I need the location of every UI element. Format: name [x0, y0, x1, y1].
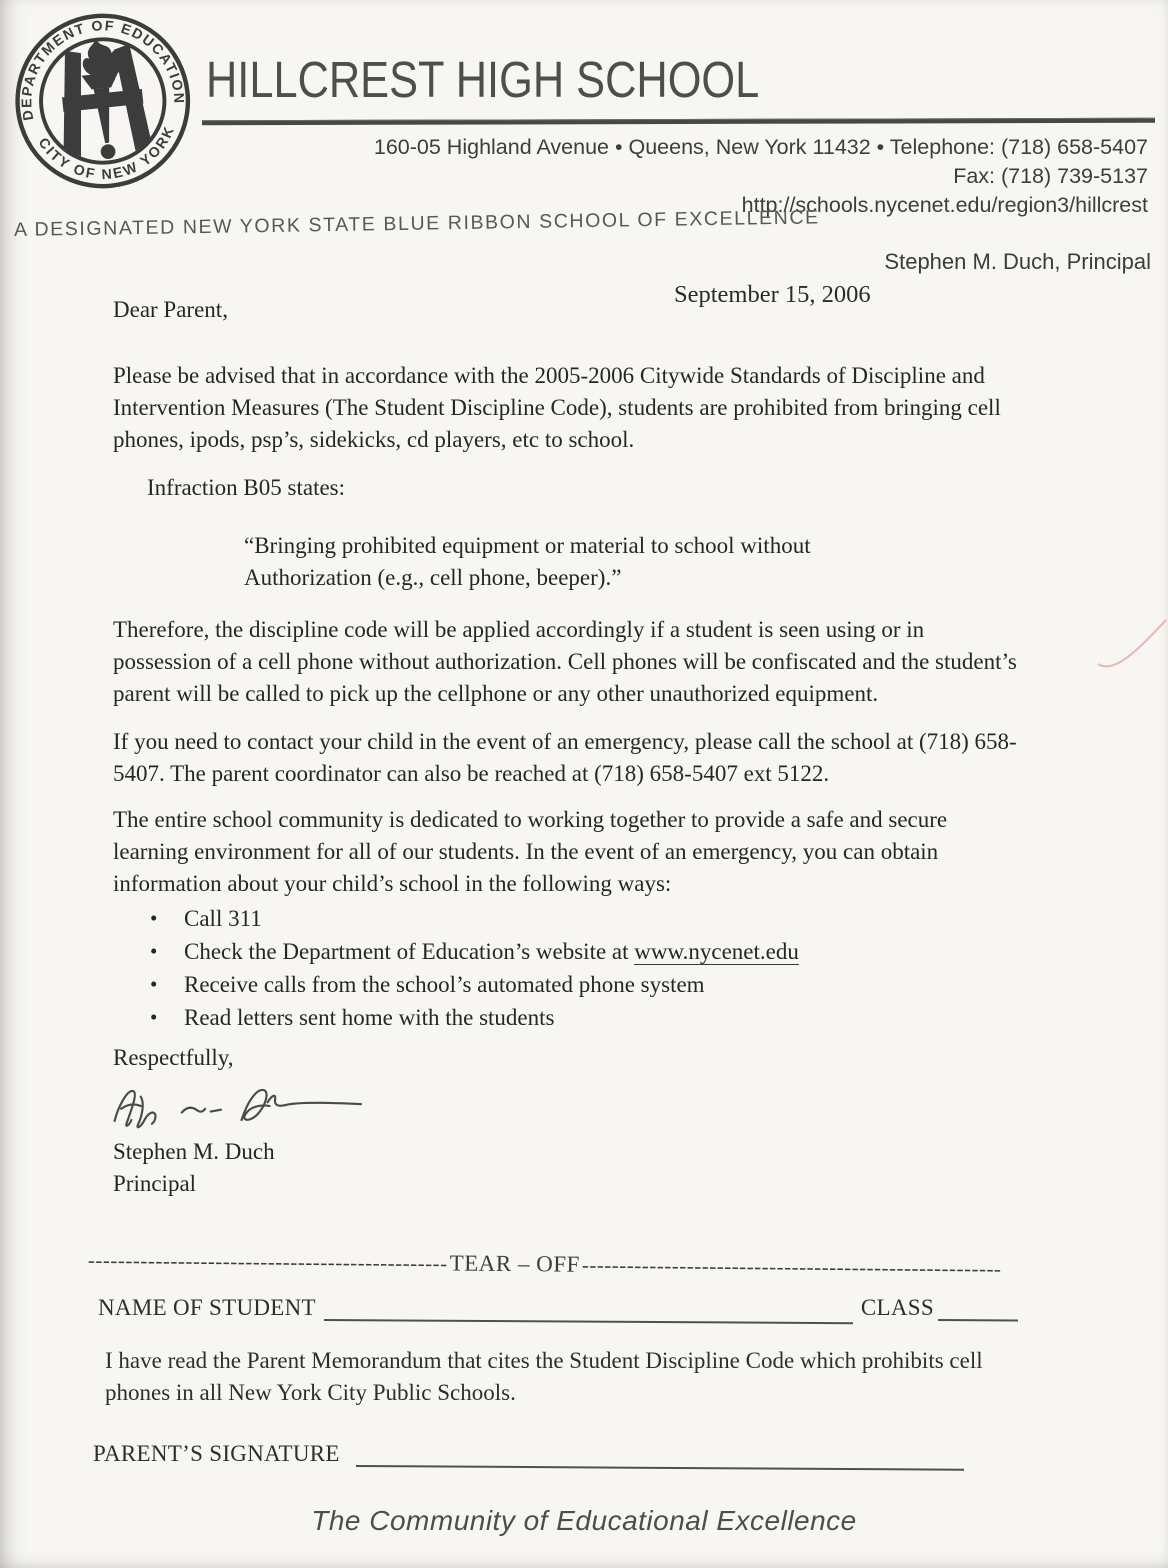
- list-item: [150, 902, 1025, 935]
- emergency-info-list: [150, 902, 1025, 1034]
- tear-off-divider: [88, 1247, 1018, 1282]
- blue-ribbon-designation: A DESIGNATED NEW YORK STATE BLUE RIBBON SCHOOL OF EXCELLENCE: [13, 206, 820, 241]
- paragraph-confiscation: Therefore, the discipline code will be applied accordingly if a student is seen using or in possession of a cell phone without authorization. Cell phones will be confiscated and the student’s parent will be called to pick up the cellphone or any other unauthorized equipment.: [113, 617, 1017, 706]
- doe-seal-icon: [1, 0, 205, 203]
- tear-dashes-right: --------------------------------------------------------: [581, 1252, 1002, 1281]
- tear-dashes-left: ------------------------------------------------: [87, 1247, 448, 1275]
- list-item-text: Receive calls from the school’s automated phone system: [184, 972, 705, 997]
- nycenet-link-text: www.nycenet.edu: [634, 939, 799, 964]
- paragraph-discipline-code: Please be advised that in accordance with the 2005-2006 Citywide Standards of Discipline and Intervention Measures (The Student Discipline Code), students are prohibited from bringing cell phones, ipods, psp’s, sidekicks, cd players, etc to school.: [113, 363, 1001, 452]
- student-name-row: [88, 1291, 1018, 1321]
- fax-line: Fax: (718) 739-5137: [953, 164, 1148, 188]
- signer-name: Stephen M. Duch: [113, 1139, 275, 1164]
- bullet-icon: •: [150, 1005, 158, 1029]
- list-item: [150, 968, 1025, 1001]
- principal-name-line: Stephen M. Duch, Principal: [884, 249, 1151, 274]
- torch-h-emblem-icon: [52, 35, 152, 163]
- student-name-label: NAME OF STUDENT: [98, 1295, 316, 1320]
- tear-off-label: TEAR – OFF: [449, 1250, 581, 1277]
- parent-signature-blank-field: [356, 1437, 964, 1471]
- infraction-heading: Infraction B05 states:: [147, 475, 346, 500]
- list-item-text: Call 311: [184, 906, 262, 931]
- principal-signature-icon: [99, 1078, 399, 1134]
- class-blank-field: [938, 1291, 1018, 1322]
- closing: Respectfully,: [113, 1045, 234, 1070]
- signer-title: Principal: [113, 1171, 197, 1196]
- tear-off-section: [88, 1247, 1018, 1467]
- letter-date: September 15, 2006: [674, 281, 871, 308]
- bullet-icon: •: [150, 906, 158, 930]
- doe-seal-logo: [1, 0, 206, 208]
- address-line: 160-05 Highland Avenue • Queens, New York 11432 • Telephone: (718) 658-5407: [373, 135, 1148, 159]
- salutation: Dear Parent,: [113, 297, 228, 322]
- school-motto: The Community of Educational Excellence: [311, 1505, 857, 1536]
- paragraph-community: The entire school community is dedicated to working together to provide a safe and secure learning environment for all of our students. In the event of an emergency, you can obtain information about your child’s school in the following ways:: [113, 807, 948, 896]
- scan-artifact-mark: [1090, 612, 1168, 712]
- student-name-blank-field: [324, 1291, 853, 1324]
- quote-line-1: “Bringing prohibited equipment or material to school without: [244, 533, 811, 558]
- bullet-icon: •: [150, 972, 158, 996]
- parent-signature-row: [88, 1437, 1018, 1467]
- class-label: CLASS: [860, 1295, 934, 1320]
- bullet-icon: •: [150, 939, 158, 963]
- infraction-quote: [244, 530, 934, 594]
- paragraph-emergency-contact: If you need to contact your child in the event of an emergency, please call the school at (718) 658-5407. The parent coordinator can also be reached at (718) 658-5407 ext 5122.: [113, 729, 1017, 786]
- list-item-text: Read letters sent home with the students: [184, 1005, 555, 1030]
- acknowledgment-text: I have read the Parent Memorandum that cites the Student Discipline Code which prohibits cell phones in all New York City Public Schools.: [105, 1348, 983, 1405]
- list-item: [150, 935, 1025, 968]
- seal-top-text: DEPARTMENT OF EDUCATION: [19, 18, 187, 122]
- letter-body: [113, 294, 1025, 1200]
- website-url: http://schools.nycenet.edu/region3/hillcrest: [741, 193, 1148, 217]
- parent-signature-label: PARENT’S SIGNATURE: [93, 1441, 340, 1466]
- school-name-title: HILLCREST HIGH SCHOOL: [206, 51, 760, 108]
- header-divider: [202, 118, 1155, 125]
- seal-bottom-text: CITY OF NEW YORK: [34, 122, 179, 184]
- list-item-text: Check the Department of Education’s website at: [184, 939, 635, 964]
- list-item: [150, 1001, 1025, 1034]
- quote-line-2: Authorization (e.g., cell phone, beeper).”: [244, 565, 622, 590]
